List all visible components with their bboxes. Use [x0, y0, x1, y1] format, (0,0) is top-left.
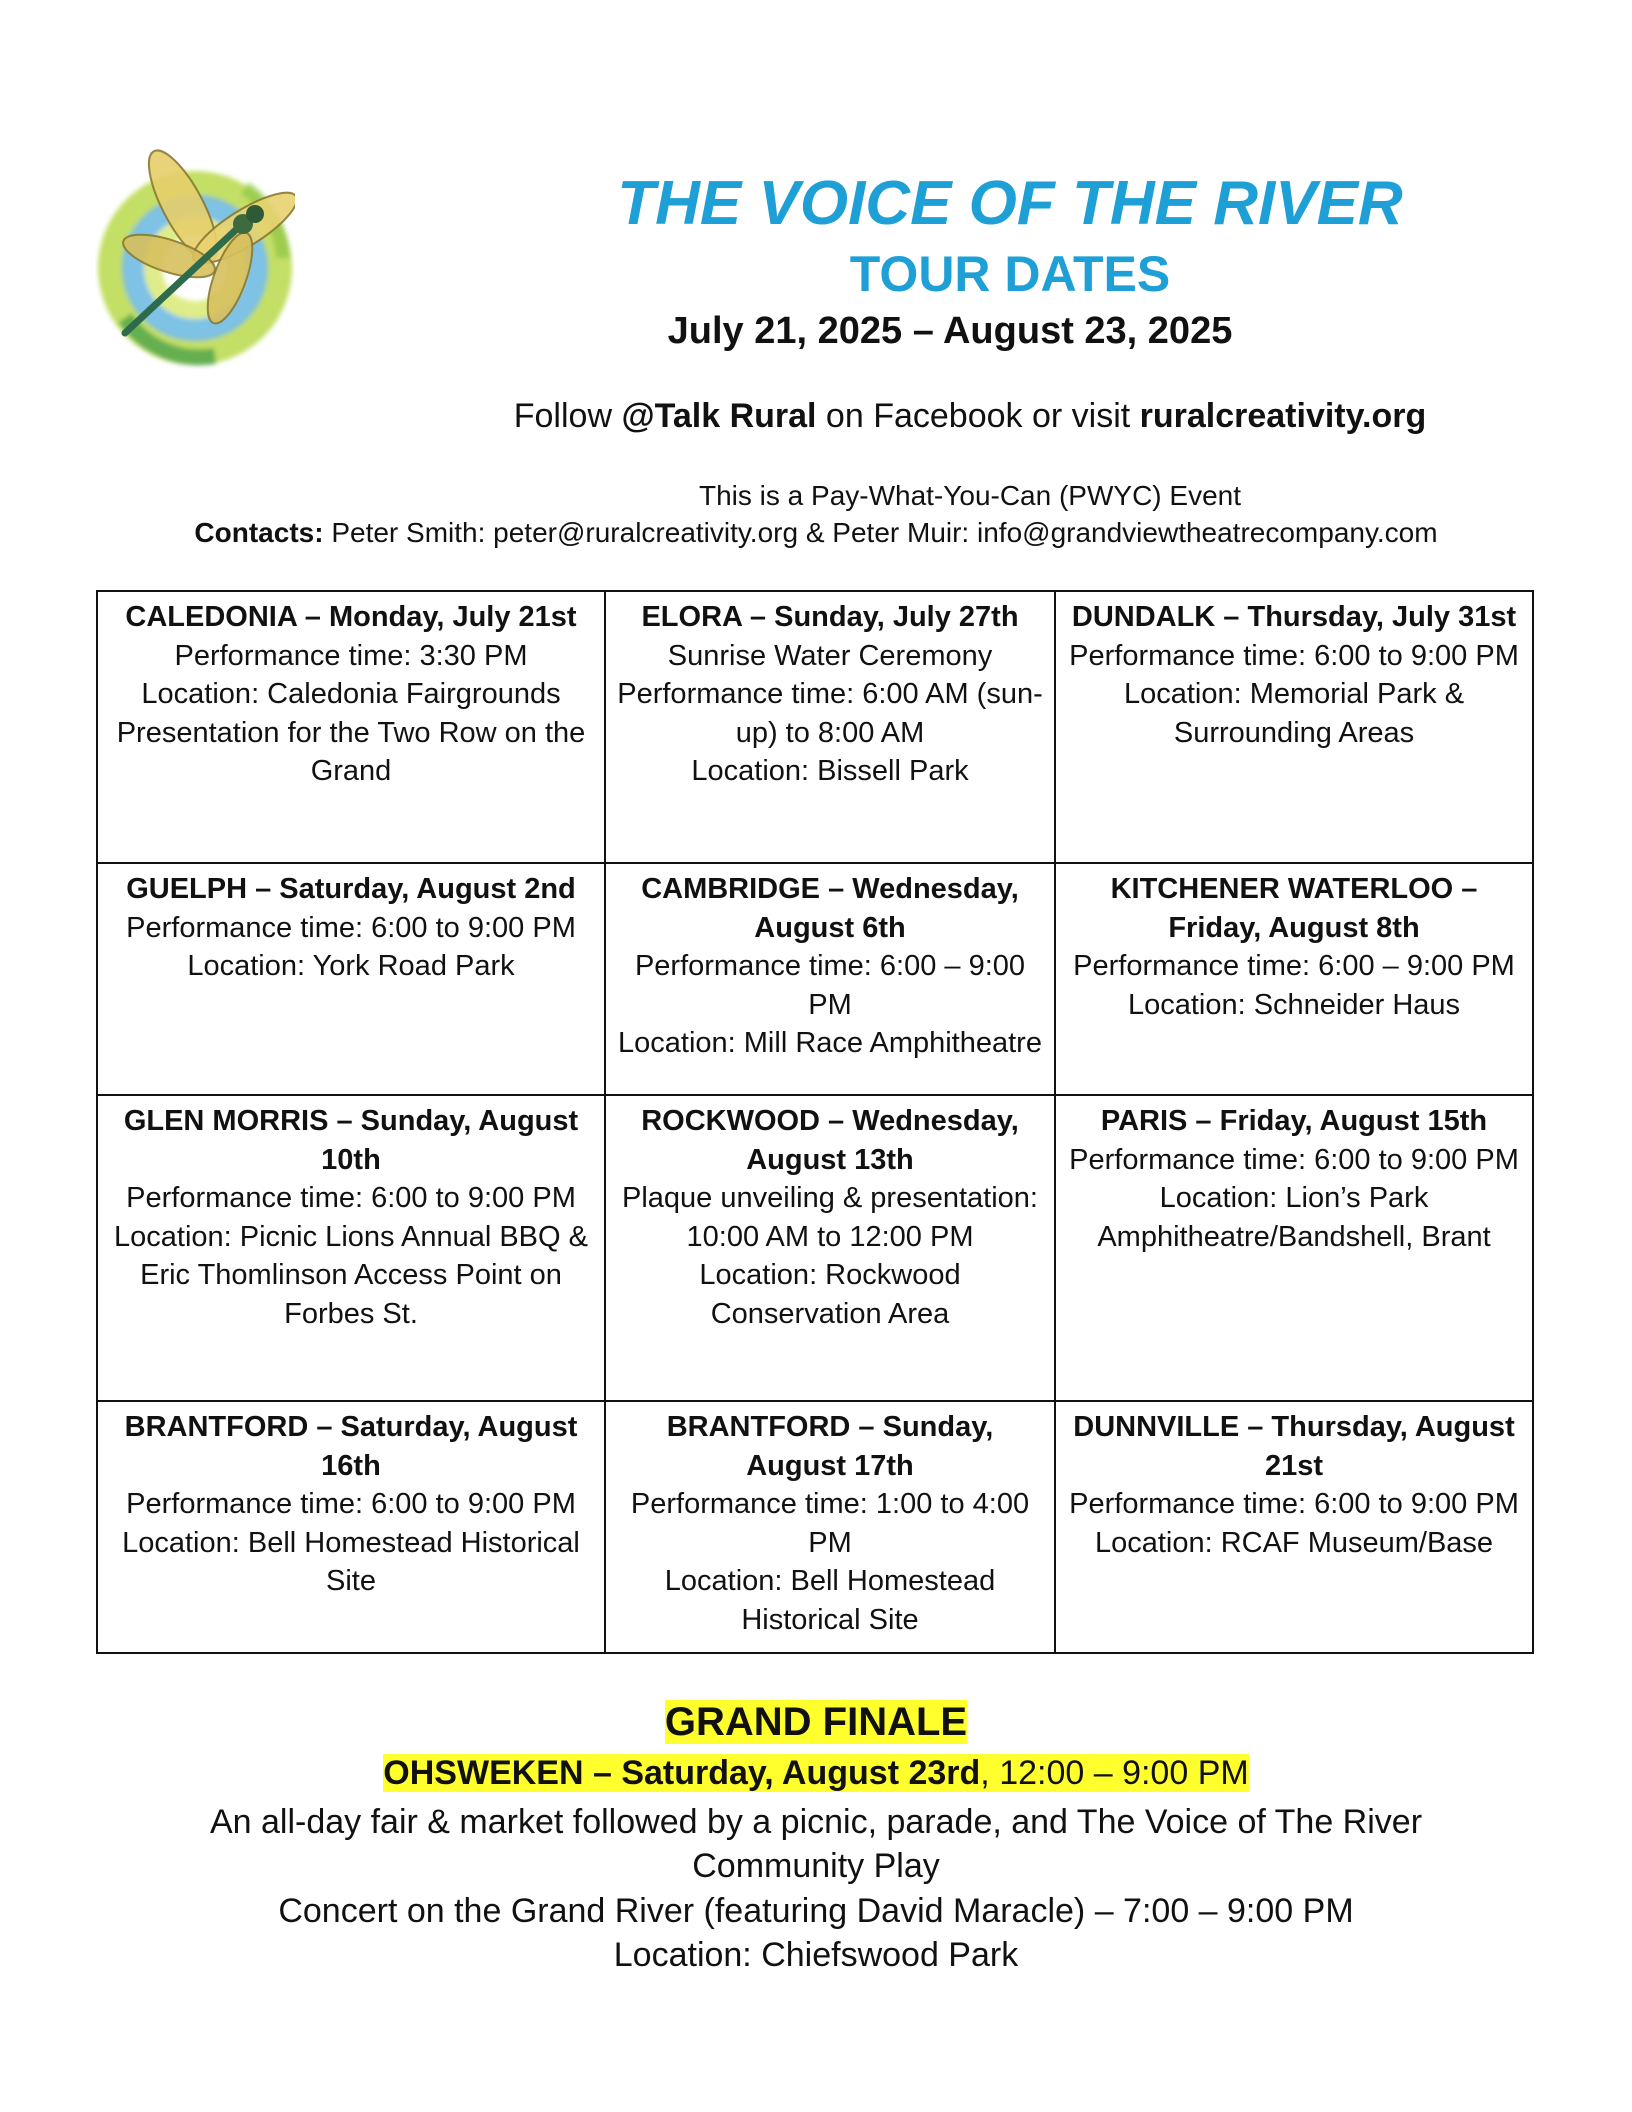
event-heading: ELORA – Sunday, July 27th — [641, 601, 1019, 633]
event-heading: DUNDALK – Thursday, July 31st — [1071, 601, 1517, 633]
event-heading: PARIS – Friday, August 15th — [1100, 1105, 1488, 1137]
event-detail: Performance time: 6:00 – 9:00 PM — [634, 950, 1026, 1021]
tour-schedule-table — [96, 590, 1534, 1654]
event-heading: GLEN MORRIS – Sunday, August 10th — [123, 1105, 579, 1176]
event-heading: CALEDONIA – Monday, July 21st — [125, 601, 577, 633]
table-row — [97, 1401, 1533, 1653]
event-detail: Performance time: 6:00 to 9:00 PM — [1069, 639, 1519, 672]
event-cell — [605, 1401, 1055, 1653]
grand-finale-heading-text: GRAND FINALE — [664, 1700, 968, 1744]
dragonfly-logo — [95, 128, 295, 393]
event-cell — [1055, 863, 1533, 1095]
finale-event-time: , 12:00 – 9:00 PM — [980, 1754, 1249, 1792]
event-cell — [1055, 591, 1533, 863]
event-detail: Location: Bissell Park — [691, 755, 969, 787]
event-heading: ROCKWOOD – Wednesday, August 13th — [641, 1105, 1019, 1176]
event-detail: Sunrise Water Ceremony — [667, 639, 993, 672]
event-cell — [1055, 1401, 1533, 1653]
event-heading: CAMBRIDGE – Wednesday, August 6th — [641, 873, 1019, 944]
follow-prefix: Follow — [513, 397, 622, 435]
event-cell — [605, 863, 1055, 1095]
event-detail: Performance time: 6:00 to 9:00 PM — [1069, 1143, 1519, 1176]
event-detail: Location: RCAF Museum/Base — [1094, 1526, 1494, 1559]
event-detail: Presentation for the Two Row on the Grand — [116, 716, 586, 787]
event-detail: Location: Picnic Lions Annual BBQ & Eric Thomlinson Access Point on Forbes St. — [114, 1220, 588, 1330]
page-title: THE VOICE OF THE RIVER — [617, 169, 1403, 238]
event-detail: Performance time: 6:00 to 9:00 PM — [126, 1488, 576, 1520]
event-detail: Performance time: 6:00 to 9:00 PM — [126, 911, 576, 944]
table-row — [97, 863, 1533, 1095]
follow-line — [320, 397, 1620, 436]
page-subtitle: TOUR DATES — [849, 246, 1171, 302]
event-detail: Performance time: 3:30 PM — [174, 639, 528, 672]
event-heading: BRANTFORD – Saturday, August 16th — [124, 1411, 578, 1482]
event-heading: DUNNVILLE – Thursday, August 21st — [1073, 1411, 1515, 1482]
contacts-label: Contacts: — [194, 517, 324, 548]
event-detail: Performance time: 6:00 – 9:00 PM — [1073, 950, 1515, 982]
table-row — [97, 1095, 1533, 1401]
event-heading: KITCHENER WATERLOO – Friday, August 8th — [1110, 873, 1478, 944]
facebook-handle[interactable]: @Talk Rural — [621, 397, 817, 435]
pwyc-note: This is a Pay-What-You-Can (PWYC) Event — [698, 480, 1242, 511]
event-detail: Location: Caledonia Fairgrounds — [141, 678, 561, 710]
finale-event-highlight — [383, 1754, 1248, 1792]
event-detail: Location: Memorial Park & Surrounding Areas — [1123, 678, 1465, 749]
event-detail: Performance time: 6:00 AM (sun-up) to 8:00 AM — [617, 678, 1043, 749]
event-detail: Location: Lion’s Park Amphitheatre/Bandshell, Brant — [1097, 1182, 1491, 1253]
date-range: July 21, 2025 – August 23, 2025 — [667, 310, 1233, 352]
event-detail: Location: York Road Park — [187, 950, 515, 982]
finale-location: Location: Chiefswood Park — [613, 1936, 1019, 1974]
finale-event — [0, 1754, 1632, 1793]
event-detail: Performance time: 1:00 to 4:00 PM — [630, 1488, 1030, 1559]
event-cell — [97, 863, 605, 1095]
event-detail: Location: Schneider Haus — [1127, 988, 1461, 1021]
grand-finale-heading — [0, 1700, 1632, 1745]
contacts-text: Peter Smith: peter@ruralcreativity.org & Peter Muir: info@grandviewtheatrecompany.com — [323, 517, 1438, 548]
event-detail: Location: Mill Race Amphitheatre — [618, 1027, 1042, 1059]
event-heading: BRANTFORD – Sunday, August 17th — [666, 1411, 994, 1482]
event-cell — [605, 1095, 1055, 1401]
event-cell — [605, 591, 1055, 863]
event-cell — [97, 1401, 605, 1653]
event-detail: Performance time: 6:00 to 9:00 PM — [126, 1182, 576, 1214]
dragonfly-icon — [95, 128, 295, 393]
event-heading: GUELPH – Saturday, August 2nd — [126, 873, 576, 905]
event-detail: Location: Rockwood Conservation Area — [699, 1259, 961, 1330]
contacts-line — [0, 517, 1632, 549]
event-cell — [97, 1095, 605, 1401]
event-cell — [97, 591, 605, 863]
event-cell — [1055, 1095, 1533, 1401]
event-detail: Location: Bell Homestead Historical Site — [122, 1526, 580, 1597]
finale-concert: Concert on the Grand River (featuring David Maracle) – 7:00 – 9:00 PM — [278, 1892, 1354, 1930]
follow-middle: on Facebook or visit — [816, 397, 1140, 435]
event-detail: Plaque unveiling & presentation: 10:00 AM to 12:00 PM — [622, 1182, 1038, 1253]
finale-event-head: OHSWEKEN – Saturday, August 23rd — [383, 1754, 981, 1792]
event-detail: Location: Bell Homestead Historical Site — [664, 1565, 996, 1636]
event-detail: Performance time: 6:00 to 9:00 PM — [1069, 1488, 1519, 1520]
finale-description: An all-day fair & market followed by a picnic, parade, and The Voice of The River Community Play — [209, 1803, 1423, 1885]
website-link[interactable]: ruralcreativity.org — [1139, 397, 1427, 435]
table-row — [97, 591, 1533, 863]
